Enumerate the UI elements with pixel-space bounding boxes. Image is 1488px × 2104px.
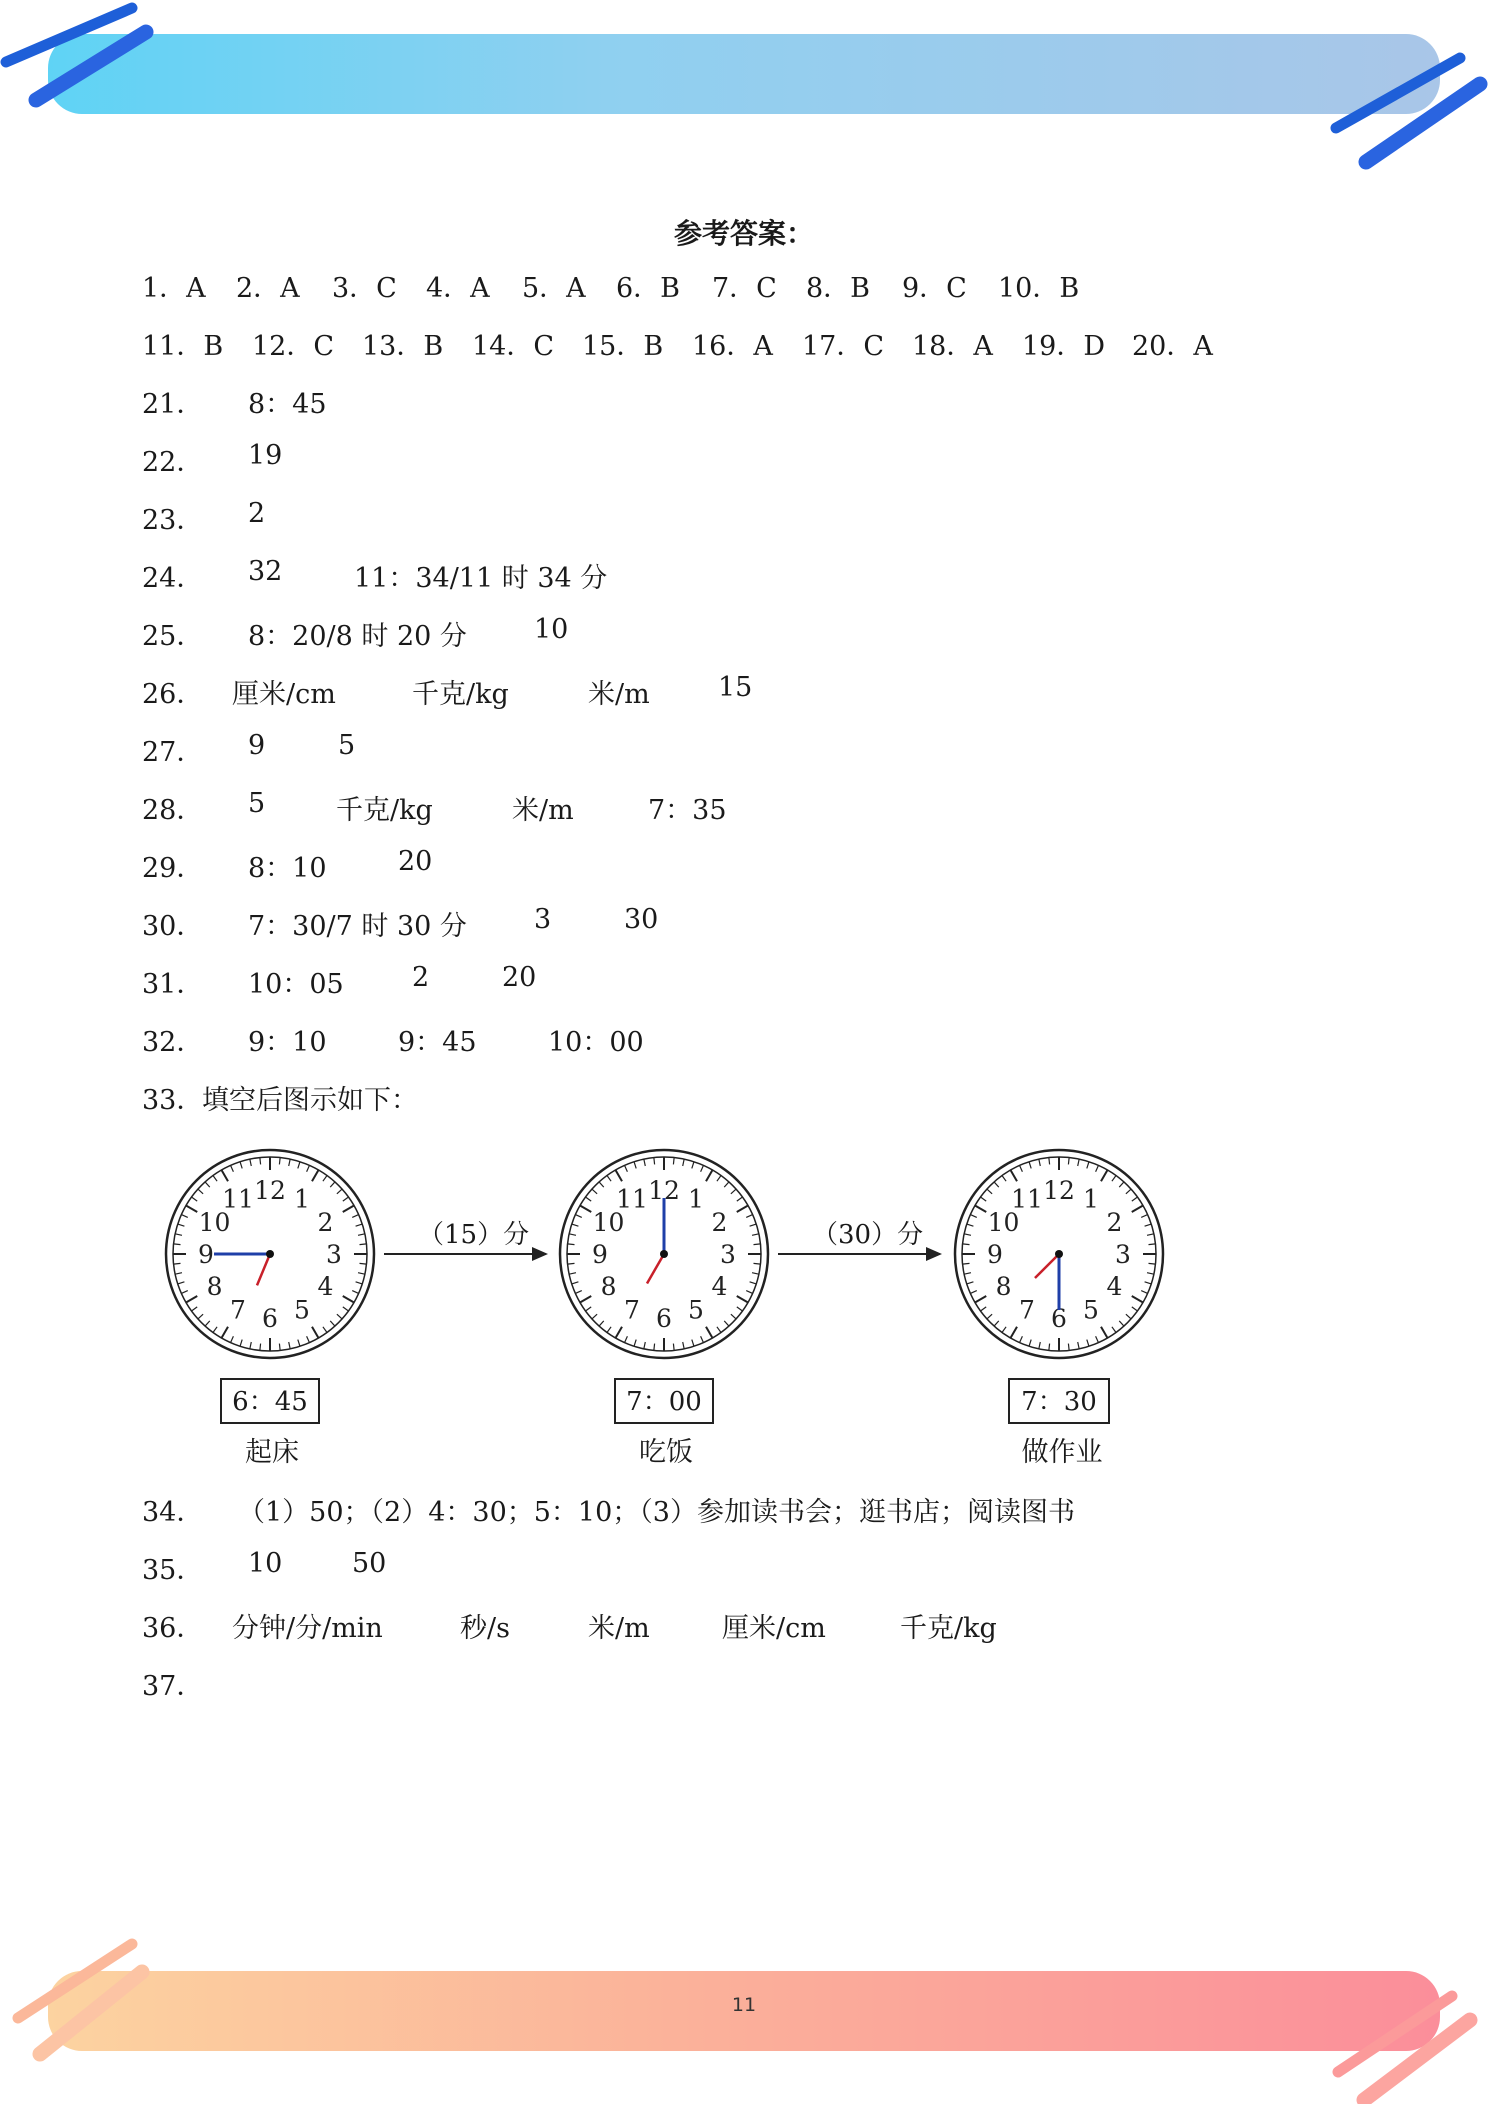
- answer-line-34: [142, 1490, 1342, 1530]
- clock-tick: [1049, 1344, 1050, 1351]
- answer-part: 15: [718, 672, 753, 703]
- answer-part: 5: [338, 730, 356, 761]
- clock-numeral: 3: [1115, 1240, 1131, 1269]
- page-title: 参考答案：: [673, 217, 814, 250]
- clock-numeral: 6: [656, 1304, 672, 1333]
- answer-part: 11：34/11 时 34 分: [354, 563, 608, 594]
- clock-tick: [1149, 1244, 1156, 1245]
- answer-number: 30．: [142, 911, 204, 942]
- answer-number: 27．: [142, 737, 204, 768]
- answer-part: （1）50；（2）4：30；5：10；（3）参加读书会；逛书店；阅读图书: [238, 1497, 1075, 1528]
- answer-part: 8：10: [248, 853, 327, 884]
- time-box-2: 7：00: [614, 1378, 714, 1424]
- answer-part: 9: [248, 730, 266, 761]
- clock-numeral: 5: [1083, 1295, 1099, 1325]
- mc-answer: 20．A: [1132, 331, 1213, 362]
- clock-numeral: 11: [222, 1184, 254, 1214]
- mc-answer: 14．C: [472, 331, 555, 362]
- mc-answer: 13．B: [362, 331, 444, 362]
- clock-numeral: 2: [317, 1208, 334, 1237]
- clock-numeral: 9: [592, 1240, 608, 1269]
- clock-numeral: 8: [600, 1272, 617, 1301]
- answer-part: 填空后图示如下：: [202, 1085, 418, 1116]
- clock-numeral: 10: [592, 1208, 625, 1237]
- answer-part: 米/m: [588, 1613, 650, 1644]
- answer-number: 32．: [142, 1027, 204, 1058]
- answer-part: 7：35: [648, 795, 727, 826]
- answer-part: 10：00: [548, 1027, 644, 1058]
- answer-part: 米/m: [512, 795, 574, 826]
- clock-numeral: 7: [624, 1295, 640, 1325]
- answer-number: 37．: [142, 1671, 204, 1702]
- answer-number: 24．: [142, 563, 204, 594]
- clock-numeral: 3: [720, 1240, 736, 1269]
- answer-part: 千克/kg: [336, 795, 433, 826]
- arrow-head: [532, 1247, 548, 1261]
- clock-tick: [673, 1344, 674, 1351]
- clock-numeral: 11: [1011, 1184, 1043, 1214]
- mc-answer: 1．A: [142, 273, 206, 304]
- mc-answer: 11．B: [142, 331, 224, 362]
- answer-number: 31．: [142, 969, 204, 1000]
- clock-numeral: 10: [987, 1208, 1020, 1237]
- answer-number: 26．: [142, 679, 204, 710]
- clock-tick: [568, 1263, 575, 1264]
- clock-numeral: 4: [1106, 1272, 1123, 1301]
- clock-tick: [654, 1344, 655, 1351]
- clock-numeral: 11: [616, 1184, 648, 1214]
- answer-part: 10: [534, 614, 569, 645]
- clock-numeral: 8: [206, 1272, 223, 1301]
- clock-numeral: 1: [688, 1184, 704, 1214]
- time-box-3: 7：30: [1008, 1378, 1110, 1424]
- answer-part: 2: [412, 962, 430, 993]
- clock-numeral: 1: [294, 1184, 310, 1214]
- answer-line-35: [142, 1548, 1342, 1588]
- answer-part: 20: [398, 846, 433, 877]
- clock-numeral: 6: [262, 1304, 278, 1333]
- answer-part: 32: [248, 556, 283, 587]
- clock-numeral: 5: [688, 1295, 704, 1325]
- answer-part: 8：45: [248, 389, 327, 420]
- answer-part: 3: [534, 904, 552, 935]
- clock-tick: [174, 1244, 181, 1245]
- answer-part: 秒/s: [460, 1613, 510, 1644]
- answer-number: 25．: [142, 621, 204, 652]
- clock-numeral: 7: [1019, 1295, 1035, 1325]
- answer-number: 22．: [142, 447, 204, 478]
- clock-caption-3: 做作业: [1021, 1437, 1103, 1468]
- page-number: 11: [731, 1994, 757, 2016]
- clock-tick: [279, 1344, 280, 1351]
- clock-tick: [963, 1244, 970, 1245]
- clock-tick: [279, 1158, 280, 1165]
- mc-answer: 3．C: [332, 273, 397, 304]
- clock-numeral: 9: [198, 1240, 214, 1269]
- answer-part: 20: [502, 962, 537, 993]
- answer-number: 21．: [142, 389, 204, 420]
- clock-numeral: 12: [648, 1176, 680, 1205]
- answer-part: 米/m: [588, 679, 650, 710]
- mc-answer: 12．C: [252, 331, 335, 362]
- clock-tick: [1068, 1344, 1069, 1351]
- clock-tick: [673, 1158, 674, 1165]
- clock-tick: [260, 1158, 261, 1165]
- mc-answer: 8．B: [806, 273, 871, 304]
- arrow-label-2: （30）分: [812, 1220, 924, 1250]
- answer-part: 分钟/分/min: [232, 1613, 383, 1644]
- mc-answer: 19．D: [1022, 331, 1106, 362]
- answer-line-37: [142, 1664, 1342, 1704]
- arrow-label-1: （15）分: [418, 1220, 530, 1250]
- arrow-head: [926, 1247, 942, 1261]
- answer-part: 2: [248, 498, 266, 529]
- mc-answer: 18．A: [912, 331, 993, 362]
- clock-tick: [360, 1263, 367, 1264]
- answer-part: 50: [352, 1548, 387, 1579]
- clock-numeral: 12: [254, 1176, 286, 1205]
- clock-numeral: 1: [1083, 1184, 1099, 1214]
- clock-numeral: 3: [326, 1240, 342, 1269]
- clock-center-dot: [1055, 1250, 1063, 1258]
- clock-tick: [1049, 1158, 1050, 1165]
- answer-number: 36．: [142, 1613, 204, 1644]
- answer-part: 10: [248, 1548, 283, 1579]
- time-box-1: 6：45: [220, 1378, 320, 1424]
- mc-answer: 2．A: [236, 273, 300, 304]
- answer-number: 34．: [142, 1497, 204, 1528]
- answer-part: 19: [248, 440, 283, 471]
- answer-part: 10：05: [248, 969, 344, 1000]
- answer-part: 厘米/cm: [722, 1613, 826, 1644]
- answer-part: 9：10: [248, 1027, 327, 1058]
- answer-number: 23．: [142, 505, 204, 536]
- answer-part: 厘米/cm: [232, 679, 336, 710]
- clock-tick: [174, 1263, 181, 1264]
- answer-number: 33．: [142, 1085, 204, 1116]
- clock-tick: [360, 1244, 367, 1245]
- clock-tick: [654, 1158, 655, 1165]
- answer-part: 9：45: [398, 1027, 477, 1058]
- answer-part: 千克/kg: [412, 679, 509, 710]
- clock-numeral: 4: [317, 1272, 334, 1301]
- answer-part: 30: [624, 904, 659, 935]
- mc-answer: 6．B: [616, 273, 681, 304]
- mc-answer: 5．A: [522, 273, 586, 304]
- clock-numeral: 6: [1051, 1304, 1067, 1333]
- mc-answer: 7．C: [712, 273, 777, 304]
- mc-answer: 16．A: [692, 331, 773, 362]
- clock-caption-1: 起床: [245, 1437, 299, 1468]
- answer-part: 千克/kg: [900, 1613, 997, 1644]
- clock-tick: [754, 1263, 761, 1264]
- answer-line-36: [142, 1606, 1342, 1646]
- answer-part: 5: [248, 788, 266, 819]
- mc-answer: 4．A: [426, 273, 490, 304]
- clock-numeral: 9: [987, 1240, 1003, 1269]
- mc-answer: 17．C: [802, 331, 885, 362]
- clock-tick: [1068, 1158, 1069, 1165]
- answer-number: 28．: [142, 795, 204, 826]
- clock-numeral: 4: [711, 1272, 728, 1301]
- clock-tick: [260, 1344, 261, 1351]
- clock-center-dot: [266, 1250, 274, 1258]
- clock-numeral: 2: [1106, 1208, 1123, 1237]
- clock-numeral: 10: [198, 1208, 231, 1237]
- clock-numeral: 2: [711, 1208, 728, 1237]
- clock-numeral: 8: [995, 1272, 1012, 1301]
- clock-center-dot: [660, 1250, 668, 1258]
- answer-part: 8：20/8 时 20 分: [248, 621, 467, 652]
- clock-tick: [963, 1263, 970, 1264]
- clock-caption-2: 吃饭: [639, 1437, 693, 1468]
- answer-part: 7：30/7 时 30 分: [248, 911, 467, 942]
- mc-answer: 9．C: [902, 273, 967, 304]
- clock-tick: [1149, 1263, 1156, 1264]
- clock-numeral: 5: [294, 1295, 310, 1325]
- clock-numeral: 12: [1043, 1176, 1075, 1205]
- clock-numeral: 7: [230, 1295, 246, 1325]
- mc-answer: 10．B: [998, 273, 1080, 304]
- clock-tick: [754, 1244, 761, 1245]
- clock-tick: [568, 1244, 575, 1245]
- mc-answer: 15．B: [582, 331, 664, 362]
- answer-number: 29．: [142, 853, 204, 884]
- answer-number: 35．: [142, 1555, 204, 1586]
